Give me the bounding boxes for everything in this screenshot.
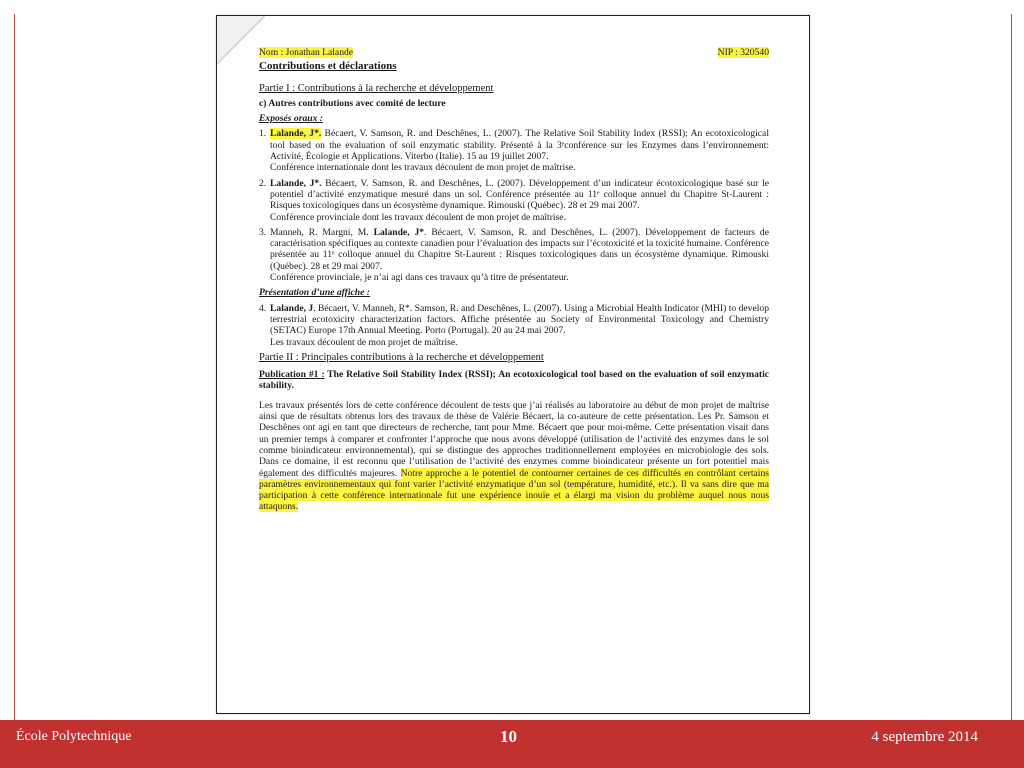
- name-label: Nom : Jonathan Lalande: [259, 47, 354, 58]
- entry-text: Bécaert, V. Samson, R. and Deschênes, L. (2007). Développement d’un indicateur écotoxicologique basé sur le potentiel d’activité enzymatique mesuré dans un sol. Conférence présentée au 11ᵉ colloque annuel du Chapitre St-Laurent : Risques toxicologiques dans un écosystème dynamique. Rimouski (Québec). 28 et 29 mai 2007.: [270, 177, 769, 212]
- footer-date: 4 septembre 2014: [871, 729, 978, 745]
- footer-page-number: 10: [500, 727, 517, 746]
- nip-label: NIP : 320540: [717, 47, 769, 58]
- contribution-entry: [259, 128, 769, 173]
- part-two-heading: Partie II : Principales contributions à la recherche et développement: [259, 351, 544, 363]
- publication-title: The Relative Soil Stability Index (RSSI); An ecotoxicological tool based on the evaluation of soil enzymatic stability.: [259, 369, 769, 392]
- oral-presentations-heading: Exposés oraux :: [259, 113, 323, 125]
- paragraph-text: Les travaux présentés lors de cette conférence découlent de tests que j’ai réalisés au laboratoire au début de mon projet de maîtrise ainsi que de résultats obtenus lors des travaux de thèse de Valérie Bécaert, la co-auteure de cette présentation. Les Pr. Samson et Deschênes ont agi en tant que directeurs de recherche, tant pour Mme. Bécaert que pour moi-même. Cette présentation visait dans un premier temps à comparer et confronter l’approche que nous avons développé (utilisation de l’activité des enzymes dans le sol comme bioindicateur environnemental), qui se distingue des approches traditionnellement employées en microbiologie des sols. Dans ce domaine, il est reconnu que l’utilisation de l’activité des enzymes comme bioindicateur présente un fort potentiel mais également des difficultés majeures.: [259, 399, 769, 479]
- contribution-entry: [259, 227, 769, 283]
- contribution-entry: [259, 178, 769, 223]
- entry-text: . Bécaert, V. Manneh, R*. Samson, R. and Deschênes, L. (2007). Using a Microbial Health Indicator (MHI) to develop terrestrial ecotoxicity characterization factors. Affiche présentée au Society of Environmental Toxicology and Chemistry (SETAC) Europe 17th Annual Meeting. Porto (Portugal). 20 au 24 mai 2007.: [270, 302, 769, 337]
- entry-note: Les travaux découlent de mon projet de maîtrise.: [270, 336, 458, 348]
- paragraph-highlighted-text: Notre approche a le potentiel de contourner certaines de ces difficultés en contrôlant certains paramètres environnementaux qui font varier l’activité enzymatique d’un sol (température, humidité, etc.). Il va sans dire que ma participation à cette conférence internationale fut une expérience inouïe et a élargi ma vision du problème auquel nous nous attaquons.: [259, 467, 769, 513]
- entry-author: Lalande, J: [270, 302, 314, 314]
- document-header: [259, 47, 769, 58]
- entry-author: Lalande, J*.: [270, 177, 322, 189]
- slide-footer: [0, 720, 1024, 768]
- entry-author: Lalande, J*.: [270, 128, 322, 140]
- entry-number: 4.: [259, 302, 267, 314]
- publication-label: Publication #1 :: [259, 369, 325, 381]
- entry-author: Lalande, J*: [373, 226, 425, 238]
- entry-coauthors: Manneh, R. Margni, M.: [270, 226, 374, 238]
- entry-number: 1.: [259, 128, 267, 140]
- publication-heading: [259, 369, 769, 392]
- entry-note: Conférence provinciale dont les travaux découlent de mon projet de maîtrise.: [270, 211, 566, 223]
- description-paragraph: [259, 400, 769, 513]
- subsection-heading: c) Autres contributions avec comité de lecture: [259, 97, 446, 109]
- footer-institution: École Polytechnique: [16, 729, 132, 744]
- entry-number: 2.: [259, 177, 267, 189]
- poster-heading: Présentation d’une affiche :: [259, 287, 370, 299]
- scanned-document: [216, 15, 810, 714]
- document-title: Contributions et déclarations: [259, 60, 397, 73]
- entry-number: 3.: [259, 226, 267, 238]
- entry-note: Conférence provinciale, je n’ai agi dans ces travaux qu’à titre de présentateur.: [270, 272, 569, 284]
- entry-note: Conférence internationale dont les travaux découlent de mon projet de maîtrise.: [270, 162, 576, 174]
- part-one-heading: Partie I : Contributions à la recherche et développement: [259, 82, 494, 94]
- entry-text: Bécaert, V. Samson, R. and Deschênes, L. (2007). The Relative Soil Stability Index (RSSI); An ecotoxicological tool based on the evaluation of soil enzymatic stability. Présenté à la 3ᵉconférence sur les Enzymes dans l’environnement: Activité, Écologie et Applications. Viterbo (Italie). 15 au 19 juillet 2007.: [270, 128, 769, 163]
- contribution-entry: [259, 303, 769, 348]
- document-content: [259, 47, 769, 513]
- page-fold-corner: [217, 16, 265, 64]
- entry-text: . Bécaert, V. Samson, R. and Deschênes, L. (2007). Développement de facteurs de caractérisation spécifiques au contexte canadien pour l’évaluation des impacts sur l’écotoxicité et la toxicité humaine. Conférence présentée au 11ᵉ colloque annuel du Chapitre St-Laurent : Risques toxicologiques dans un écosystème dynamique. Rimouski (Québec). 28 et 29 mai 2007.: [270, 226, 769, 272]
